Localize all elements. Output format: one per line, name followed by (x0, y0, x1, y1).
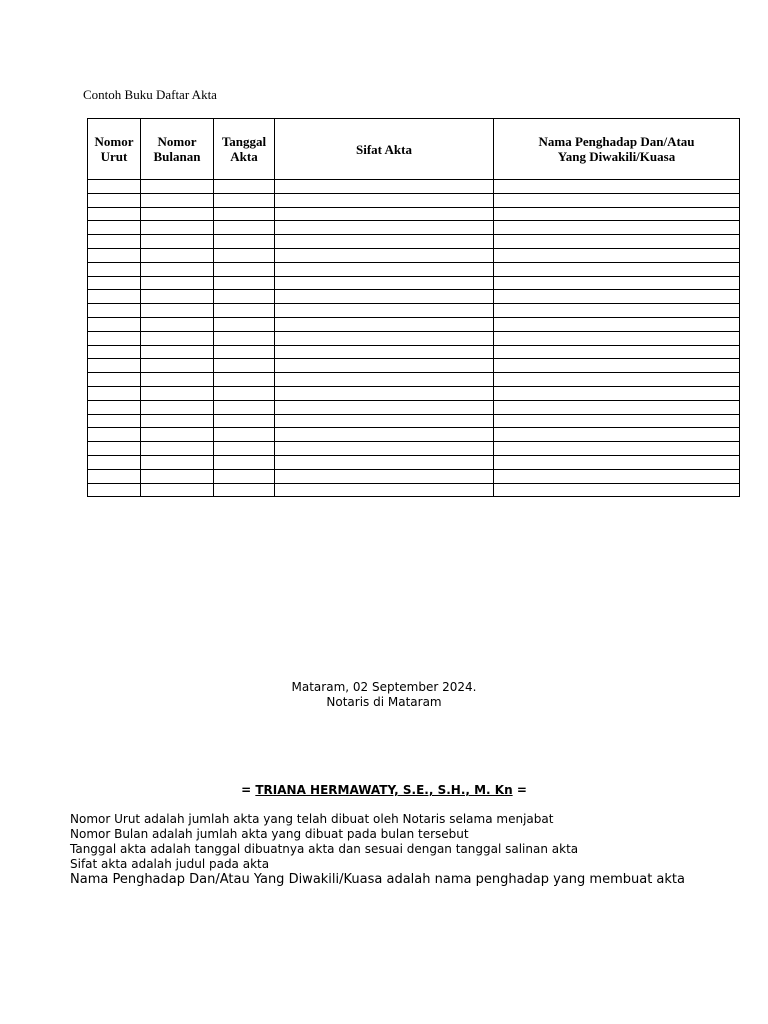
table-row (88, 414, 740, 428)
table-cell (141, 193, 214, 207)
table-row (88, 193, 740, 207)
explanatory-notes (70, 812, 710, 888)
table-cell (88, 359, 141, 373)
table-row (88, 455, 740, 469)
header-tanggal-akta: Tanggal Akta (214, 119, 275, 180)
table-cell (494, 483, 740, 497)
table-cell (141, 276, 214, 290)
table-cell (275, 248, 494, 262)
table-cell (141, 373, 214, 387)
table-row (88, 345, 740, 359)
table-cell (141, 428, 214, 442)
table-cell (141, 317, 214, 331)
table-cell (141, 331, 214, 345)
table-row (88, 317, 740, 331)
table-cell (141, 345, 214, 359)
table-cell (141, 455, 214, 469)
table-cell (88, 180, 141, 194)
table-cell (141, 400, 214, 414)
table-cell (494, 235, 740, 249)
table-cell (494, 317, 740, 331)
table-row (88, 235, 740, 249)
table-cell (88, 373, 141, 387)
table-cell (275, 317, 494, 331)
table-cell (275, 400, 494, 414)
table-header-row (88, 119, 740, 180)
table-cell (494, 373, 740, 387)
table-row (88, 428, 740, 442)
table-cell (88, 428, 141, 442)
table-cell (494, 193, 740, 207)
table-row (88, 290, 740, 304)
table-row (88, 180, 740, 194)
table-cell (88, 400, 141, 414)
table-cell (494, 414, 740, 428)
table-row (88, 400, 740, 414)
table-row (88, 386, 740, 400)
table-cell (141, 386, 214, 400)
notary-name: = TRIANA HERMAWATY, S.E., S.H., M. Kn = (241, 783, 527, 797)
table-cell (88, 248, 141, 262)
table-cell (494, 180, 740, 194)
table-cell (88, 331, 141, 345)
table-cell (141, 207, 214, 221)
caption: Contoh Buku Daftar Akta (83, 87, 217, 102)
table-row (88, 207, 740, 221)
table-cell (494, 262, 740, 276)
table-cell (214, 304, 275, 318)
table-cell (214, 221, 275, 235)
header-nomor-urut: Nomor Urut (88, 119, 141, 180)
table-cell (275, 373, 494, 387)
table-cell (214, 207, 275, 221)
table-cell (88, 483, 141, 497)
note-nama-penghadap: Nama Penghadap Dan/Atau Yang Diwakili/Kuasa adalah nama penghadap yang membuat akta (70, 872, 685, 887)
table-cell (214, 262, 275, 276)
table-cell (214, 345, 275, 359)
table-cell (214, 248, 275, 262)
table-cell (275, 455, 494, 469)
table-cell (214, 373, 275, 387)
table-row (88, 359, 740, 373)
header-sifat-akta: Sifat Akta (275, 119, 494, 180)
table-cell (494, 207, 740, 221)
table-cell (494, 469, 740, 483)
table-cell (88, 414, 141, 428)
table-cell (214, 483, 275, 497)
table-row (88, 469, 740, 483)
table-cell (275, 276, 494, 290)
table-cell (88, 455, 141, 469)
table-cell (141, 442, 214, 456)
header-nomor-bulanan: Nomor Bulanan (141, 119, 214, 180)
table-cell (88, 193, 141, 207)
table-cell (88, 469, 141, 483)
note-tanggal-akta: Tanggal akta adalah tanggal dibuatnya akta dan sesuai dengan tanggal salinan akta (70, 842, 579, 856)
table-cell (214, 193, 275, 207)
header-nama-penghadap: Nama Penghadap Dan/Atau Yang Diwakili/Kuasa (494, 119, 740, 180)
table-cell (141, 248, 214, 262)
table-row (88, 262, 740, 276)
table-cell (141, 235, 214, 249)
note-nomor-urut: Nomor Urut adalah jumlah akta yang telah dibuat oleh Notaris selama menjabat (70, 812, 554, 826)
table-cell (214, 386, 275, 400)
deed-register-table (87, 118, 740, 497)
table-cell (214, 469, 275, 483)
table-row (88, 483, 740, 497)
table-cell (214, 428, 275, 442)
table-row (88, 373, 740, 387)
table-cell (275, 442, 494, 456)
table-cell (141, 469, 214, 483)
table-row (88, 221, 740, 235)
table-cell (494, 248, 740, 262)
table-cell (494, 428, 740, 442)
table-cell (275, 345, 494, 359)
table-cell (214, 414, 275, 428)
table-cell (494, 400, 740, 414)
table-cell (494, 331, 740, 345)
table-cell (275, 290, 494, 304)
table-cell (88, 221, 141, 235)
table-cell (494, 304, 740, 318)
table-cell (275, 180, 494, 194)
table-cell (494, 345, 740, 359)
table-cell (88, 207, 141, 221)
table-cell (88, 304, 141, 318)
table-cell (88, 317, 141, 331)
table-cell (214, 317, 275, 331)
table-cell (494, 442, 740, 456)
table-cell (494, 359, 740, 373)
table-cell (214, 235, 275, 249)
table-cell (275, 428, 494, 442)
table-cell (214, 359, 275, 373)
table-cell (141, 221, 214, 235)
table-cell (141, 180, 214, 194)
table-cell (88, 262, 141, 276)
notary-office: Notaris di Mataram (326, 695, 442, 709)
table-cell (141, 414, 214, 428)
table-cell (275, 469, 494, 483)
table-cell (275, 262, 494, 276)
table-cell (275, 193, 494, 207)
place-date: Mataram, 02 September 2024. (291, 680, 477, 694)
table-cell (141, 359, 214, 373)
table-cell (214, 442, 275, 456)
table-cell (141, 483, 214, 497)
table-cell (275, 304, 494, 318)
table-cell (88, 235, 141, 249)
note-sifat-akta: Sifat akta adalah judul pada akta (70, 857, 270, 871)
table-cell (494, 386, 740, 400)
table-cell (88, 276, 141, 290)
table-cell (275, 386, 494, 400)
table-cell (275, 207, 494, 221)
table-cell (88, 386, 141, 400)
table-row (88, 331, 740, 345)
table-cell (275, 331, 494, 345)
table-cell (88, 442, 141, 456)
table-cell (214, 180, 275, 194)
table-cell (494, 221, 740, 235)
table-cell (275, 359, 494, 373)
table-cell (214, 331, 275, 345)
table-cell (141, 262, 214, 276)
table-cell (494, 290, 740, 304)
table-row (88, 442, 740, 456)
table-cell (88, 290, 141, 304)
table-row (88, 248, 740, 262)
table-cell (494, 276, 740, 290)
table-cell (88, 345, 141, 359)
table-body (88, 180, 740, 497)
table-cell (275, 221, 494, 235)
table-cell (494, 455, 740, 469)
table-row (88, 276, 740, 290)
table-cell (214, 455, 275, 469)
table-cell (275, 414, 494, 428)
table-cell (275, 483, 494, 497)
table-cell (141, 290, 214, 304)
table-cell (275, 235, 494, 249)
table-row (88, 304, 740, 318)
note-nomor-bulan: Nomor Bulan adalah jumlah akta yang dibuat pada bulan tersebut (70, 827, 469, 841)
table-cell (141, 304, 214, 318)
table-cell (214, 290, 275, 304)
table-cell (214, 276, 275, 290)
table-cell (214, 400, 275, 414)
